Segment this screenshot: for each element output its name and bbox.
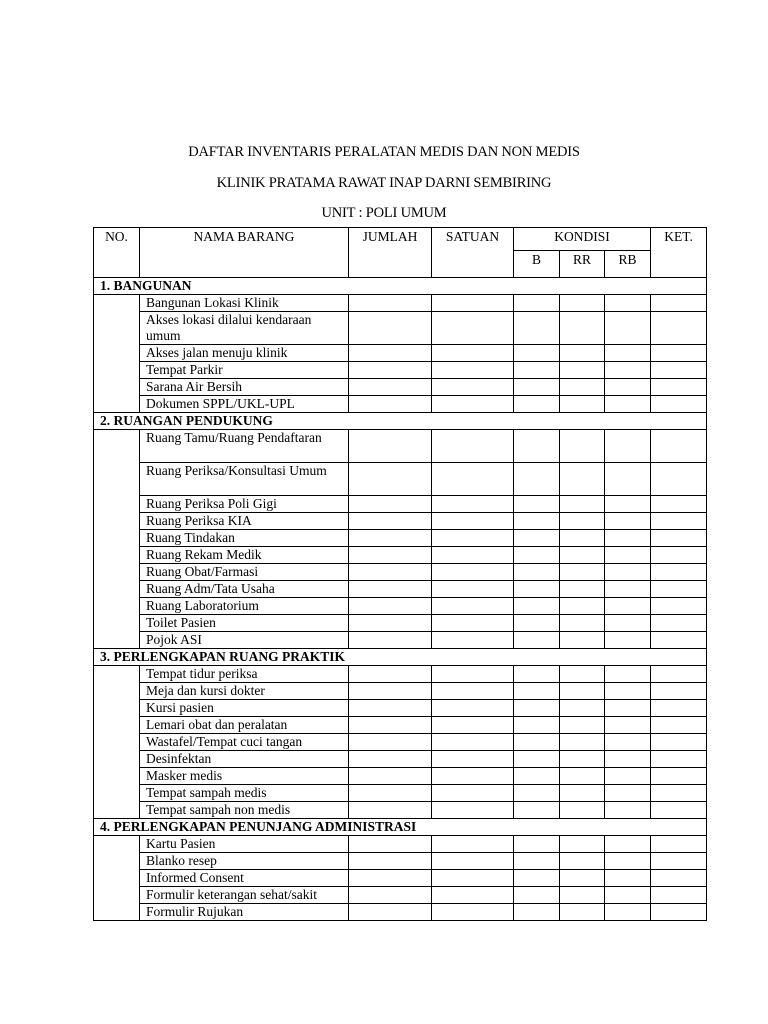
kondisi-b-cell[interactable] [514,717,560,734]
ket-cell[interactable] [651,836,707,853]
ket-cell[interactable] [651,615,707,632]
satuan-cell[interactable] [432,345,514,362]
item-name: Lemari obat dan peralatan [140,717,349,734]
item-name: Wastafel/Tempat cuci tangan [140,734,349,751]
table-row [94,904,707,921]
ket-cell[interactable] [651,295,707,312]
satuan-cell[interactable] [432,295,514,312]
kondisi-rr-cell[interactable] [560,666,605,683]
ket-cell[interactable] [651,802,707,819]
kondisi-rb-cell[interactable] [605,802,651,819]
table-row [94,632,707,649]
ket-cell[interactable] [651,887,707,904]
ket-cell[interactable] [651,768,707,785]
kondisi-b-cell[interactable] [514,683,560,700]
satuan-cell[interactable] [432,564,514,581]
item-name: Ruang Tindakan [140,530,349,547]
kondisi-rb-cell[interactable] [605,513,651,530]
document-header [0,143,768,222]
ket-cell[interactable] [651,700,707,717]
header-kondisi-rr: RR [560,251,605,278]
ket-cell[interactable] [651,734,707,751]
jumlah-cell[interactable] [349,598,432,615]
kondisi-rr-cell[interactable] [560,870,605,887]
satuan-cell[interactable] [432,887,514,904]
kondisi-b-cell[interactable] [514,700,560,717]
kondisi-b-cell[interactable] [514,751,560,768]
ket-cell[interactable] [651,530,707,547]
header-nama-barang: NAMA BARANG [140,228,349,278]
table-row [94,581,707,598]
satuan-cell[interactable] [432,853,514,870]
table-row [94,598,707,615]
kondisi-rr-cell[interactable] [560,785,605,802]
satuan-cell[interactable] [432,430,514,463]
jumlah-cell[interactable] [349,887,432,904]
kondisi-rb-cell[interactable] [605,547,651,564]
jumlah-cell[interactable] [349,700,432,717]
satuan-cell[interactable] [432,379,514,396]
kondisi-b-cell[interactable] [514,564,560,581]
jumlah-cell[interactable] [349,547,432,564]
item-name: Ruang Periksa/Konsultasi Umum [140,463,349,496]
inventory-table [93,227,707,921]
kondisi-rr-cell[interactable] [560,615,605,632]
header-jumlah: JUMLAH [349,228,432,278]
kondisi-rr-cell[interactable] [560,396,605,413]
satuan-cell[interactable] [432,312,514,345]
satuan-cell[interactable] [432,768,514,785]
item-name: Ruang Periksa Poli Gigi [140,496,349,513]
jumlah-cell[interactable] [349,734,432,751]
kondisi-rb-cell[interactable] [605,666,651,683]
ket-cell[interactable] [651,598,707,615]
table-row [94,734,707,751]
kondisi-rb-cell[interactable] [605,717,651,734]
kondisi-rb-cell[interactable] [605,598,651,615]
item-name: Ruang Rekam Medik [140,547,349,564]
kondisi-rb-cell[interactable] [605,615,651,632]
kondisi-rb-cell[interactable] [605,463,651,496]
item-name: Desinfektan [140,751,349,768]
section-row [94,413,707,430]
kondisi-b-cell[interactable] [514,734,560,751]
jumlah-cell[interactable] [349,295,432,312]
satuan-cell[interactable] [432,717,514,734]
satuan-cell[interactable] [432,463,514,496]
kondisi-b-cell[interactable] [514,312,560,345]
kondisi-rr-cell[interactable] [560,379,605,396]
item-name: Pojok ASI [140,632,349,649]
jumlah-cell[interactable] [349,430,432,463]
jumlah-cell[interactable] [349,345,432,362]
table-row [94,887,707,904]
item-name: Dokumen SPPL/UKL-UPL [140,396,349,413]
item-name: Akses jalan menuju klinik [140,345,349,362]
header-satuan: SATUAN [432,228,514,278]
satuan-cell[interactable] [432,632,514,649]
kondisi-rr-cell[interactable] [560,496,605,513]
table-row [94,615,707,632]
kondisi-rr-cell[interactable] [560,598,605,615]
section-row [94,649,707,666]
kondisi-rb-cell[interactable] [605,345,651,362]
ket-cell[interactable] [651,904,707,921]
kondisi-b-cell[interactable] [514,530,560,547]
jumlah-cell[interactable] [349,853,432,870]
kondisi-rb-cell[interactable] [605,887,651,904]
table-row [94,362,707,379]
jumlah-cell[interactable] [349,564,432,581]
kondisi-b-cell[interactable] [514,430,560,463]
kondisi-b-cell[interactable] [514,496,560,513]
kondisi-b-cell[interactable] [514,295,560,312]
jumlah-cell[interactable] [349,513,432,530]
table-row [94,379,707,396]
item-name: Tempat sampah non medis [140,802,349,819]
row-number-cell [94,430,140,649]
kondisi-b-cell[interactable] [514,887,560,904]
satuan-cell[interactable] [432,700,514,717]
table-row [94,853,707,870]
kondisi-rr-cell[interactable] [560,581,605,598]
kondisi-b-cell[interactable] [514,345,560,362]
kondisi-rb-cell[interactable] [605,734,651,751]
kondisi-rr-cell[interactable] [560,904,605,921]
section-title: 1. BANGUNAN [94,278,707,295]
ket-cell[interactable] [651,547,707,564]
item-name: Ruang Obat/Farmasi [140,564,349,581]
kondisi-rr-cell[interactable] [560,836,605,853]
kondisi-b-cell[interactable] [514,836,560,853]
kondisi-rr-cell[interactable] [560,853,605,870]
row-number-cell [94,295,140,413]
section-title: 4. PERLENGKAPAN PENUNJANG ADMINISTRASI [94,819,707,836]
jumlah-cell[interactable] [349,632,432,649]
ket-cell[interactable] [651,870,707,887]
satuan-cell[interactable] [432,362,514,379]
satuan-cell[interactable] [432,683,514,700]
jumlah-cell[interactable] [349,683,432,700]
kondisi-rb-cell[interactable] [605,853,651,870]
section-title: 3. PERLENGKAPAN RUANG PRAKTIK [94,649,707,666]
kondisi-rr-cell[interactable] [560,513,605,530]
item-name: Masker medis [140,768,349,785]
satuan-cell[interactable] [432,530,514,547]
kondisi-b-cell[interactable] [514,768,560,785]
table-row [94,463,707,496]
kondisi-rr-cell[interactable] [560,362,605,379]
ket-cell[interactable] [651,785,707,802]
jumlah-cell[interactable] [349,581,432,598]
satuan-cell[interactable] [432,802,514,819]
kondisi-rr-cell[interactable] [560,430,605,463]
kondisi-rr-cell[interactable] [560,295,605,312]
kondisi-rr-cell[interactable] [560,547,605,564]
jumlah-cell[interactable] [349,785,432,802]
table-row [94,717,707,734]
ket-cell[interactable] [651,513,707,530]
kondisi-rb-cell[interactable] [605,768,651,785]
kondisi-b-cell[interactable] [514,362,560,379]
satuan-cell[interactable] [432,396,514,413]
kondisi-b-cell[interactable] [514,632,560,649]
ket-cell[interactable] [651,581,707,598]
ket-cell[interactable] [651,564,707,581]
kondisi-rr-cell[interactable] [560,345,605,362]
ket-cell[interactable] [651,683,707,700]
satuan-cell[interactable] [432,615,514,632]
satuan-cell[interactable] [432,666,514,683]
item-name: Blanko resep [140,853,349,870]
kondisi-rb-cell[interactable] [605,870,651,887]
kondisi-rr-cell[interactable] [560,564,605,581]
table-row [94,785,707,802]
kondisi-b-cell[interactable] [514,802,560,819]
jumlah-cell[interactable] [349,802,432,819]
table-row [94,345,707,362]
kondisi-b-cell[interactable] [514,904,560,921]
satuan-cell[interactable] [432,785,514,802]
document-title: DAFTAR INVENTARIS PERALATAN MEDIS DAN NON MEDIS [188,144,580,160]
ket-cell[interactable] [651,717,707,734]
item-name: Kursi pasien [140,700,349,717]
kondisi-b-cell[interactable] [514,581,560,598]
table-row [94,836,707,853]
jumlah-cell[interactable] [349,904,432,921]
table-row [94,530,707,547]
kondisi-rb-cell[interactable] [605,751,651,768]
satuan-cell[interactable] [432,547,514,564]
kondisi-rr-cell[interactable] [560,717,605,734]
item-name: Ruang Laboratorium [140,598,349,615]
satuan-cell[interactable] [432,581,514,598]
jumlah-cell[interactable] [349,768,432,785]
table-row [94,496,707,513]
row-number-cell [94,666,140,819]
item-name: Sarana Air Bersih [140,379,349,396]
table-row [94,768,707,785]
item-name: Bangunan Lokasi Klinik [140,295,349,312]
kondisi-rb-cell[interactable] [605,295,651,312]
ket-cell[interactable] [651,751,707,768]
table-row [94,683,707,700]
item-name: Ruang Periksa KIA [140,513,349,530]
unit-name: UNIT : POLI UMUM [321,205,447,221]
kondisi-rb-cell[interactable] [605,632,651,649]
kondisi-rb-cell[interactable] [605,430,651,463]
ket-cell[interactable] [651,496,707,513]
table-row [94,513,707,530]
kondisi-b-cell[interactable] [514,870,560,887]
ket-cell[interactable] [651,430,707,463]
jumlah-cell[interactable] [349,463,432,496]
item-name: Toilet Pasien [140,615,349,632]
kondisi-rb-cell[interactable] [605,564,651,581]
ket-cell[interactable] [651,379,707,396]
kondisi-rb-cell[interactable] [605,530,651,547]
jumlah-cell[interactable] [349,615,432,632]
kondisi-rb-cell[interactable] [605,836,651,853]
ket-cell[interactable] [651,312,707,345]
kondisi-rb-cell[interactable] [605,312,651,345]
kondisi-rr-cell[interactable] [560,751,605,768]
table-row [94,295,707,312]
item-name: Tempat sampah medis [140,785,349,802]
table-row [94,666,707,683]
satuan-cell[interactable] [432,870,514,887]
kondisi-b-cell[interactable] [514,666,560,683]
kondisi-rb-cell[interactable] [605,581,651,598]
header-kondisi: KONDISI [514,228,651,251]
item-name: Formulir Rujukan [140,904,349,921]
kondisi-rr-cell[interactable] [560,802,605,819]
kondisi-b-cell[interactable] [514,853,560,870]
item-name: Akses lokasi dilalui kendaraan umum [140,312,349,345]
table-row [94,751,707,768]
row-number-cell [94,836,140,921]
section-row [94,819,707,836]
table-row [94,396,707,413]
kondisi-b-cell[interactable] [514,396,560,413]
kondisi-b-cell[interactable] [514,513,560,530]
kondisi-rb-cell[interactable] [605,362,651,379]
kondisi-rr-cell[interactable] [560,632,605,649]
jumlah-cell[interactable] [349,870,432,887]
satuan-cell[interactable] [432,751,514,768]
kondisi-rr-cell[interactable] [560,887,605,904]
table-row [94,312,707,345]
inventory-body [94,278,707,921]
satuan-cell[interactable] [432,598,514,615]
table-row [94,547,707,564]
jumlah-cell[interactable] [349,717,432,734]
ket-cell[interactable] [651,362,707,379]
kondisi-rb-cell[interactable] [605,785,651,802]
kondisi-rb-cell[interactable] [605,904,651,921]
item-name: Kartu Pasien [140,836,349,853]
satuan-cell[interactable] [432,513,514,530]
item-name: Ruang Tamu/Ruang Pendaftaran [140,430,349,463]
kondisi-rb-cell[interactable] [605,379,651,396]
kondisi-rr-cell[interactable] [560,700,605,717]
jumlah-cell[interactable] [349,836,432,853]
ket-cell[interactable] [651,396,707,413]
table-row [94,564,707,581]
item-name: Tempat tidur periksa [140,666,349,683]
ket-cell[interactable] [651,632,707,649]
header-ket: KET. [651,228,707,278]
satuan-cell[interactable] [432,496,514,513]
ket-cell[interactable] [651,463,707,496]
clinic-name: KLINIK PRATAMA RAWAT INAP DARNI SEMBIRING [216,175,552,191]
table-row [94,430,707,463]
item-name: Formulir keterangan sehat/sakit [140,887,349,904]
kondisi-rr-cell[interactable] [560,734,605,751]
jumlah-cell[interactable] [349,396,432,413]
jumlah-cell[interactable] [349,496,432,513]
kondisi-b-cell[interactable] [514,547,560,564]
kondisi-b-cell[interactable] [514,379,560,396]
ket-cell[interactable] [651,666,707,683]
kondisi-rb-cell[interactable] [605,396,651,413]
kondisi-rr-cell[interactable] [560,530,605,547]
kondisi-b-cell[interactable] [514,598,560,615]
kondisi-rb-cell[interactable] [605,496,651,513]
kondisi-rr-cell[interactable] [560,768,605,785]
item-name: Informed Consent [140,870,349,887]
section-row [94,278,707,295]
ket-cell[interactable] [651,345,707,362]
kondisi-rr-cell[interactable] [560,683,605,700]
table-row [94,700,707,717]
header-no: NO. [94,228,140,278]
kondisi-rb-cell[interactable] [605,700,651,717]
kondisi-rr-cell[interactable] [560,463,605,496]
jumlah-cell[interactable] [349,362,432,379]
item-name: Ruang Adm/Tata Usaha [140,581,349,598]
jumlah-cell[interactable] [349,530,432,547]
satuan-cell[interactable] [432,904,514,921]
satuan-cell[interactable] [432,836,514,853]
table-row [94,870,707,887]
jumlah-cell[interactable] [349,312,432,345]
satuan-cell[interactable] [432,734,514,751]
kondisi-b-cell[interactable] [514,785,560,802]
ket-cell[interactable] [651,853,707,870]
section-title: 2. RUANGAN PENDUKUNG [94,413,707,430]
kondisi-rr-cell[interactable] [560,312,605,345]
kondisi-b-cell[interactable] [514,463,560,496]
jumlah-cell[interactable] [349,666,432,683]
item-name: Tempat Parkir [140,362,349,379]
kondisi-rb-cell[interactable] [605,683,651,700]
table-row [94,802,707,819]
kondisi-b-cell[interactable] [514,615,560,632]
jumlah-cell[interactable] [349,751,432,768]
header-kondisi-rb: RB [605,251,651,278]
item-name: Meja dan kursi dokter [140,683,349,700]
header-kondisi-b: B [514,251,560,278]
jumlah-cell[interactable] [349,379,432,396]
